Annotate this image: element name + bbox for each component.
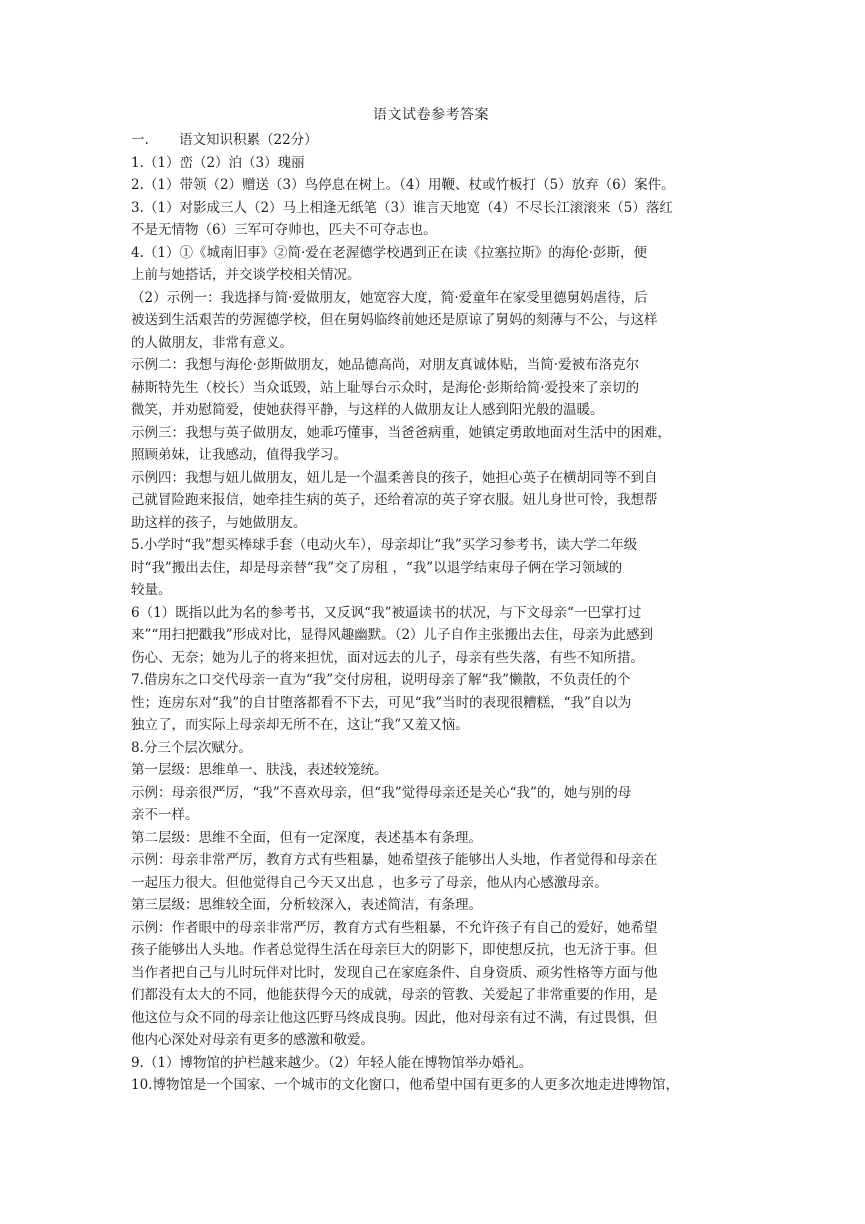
text-line: 的人做朋友，非常有意义。 [131,334,293,351]
text-line: 当作者把自己与儿时玩伴对比时，发现自己在家庭条件、自身资质、顽劣性格等方面与他 [131,964,658,981]
text-line: 10.博物馆是一个国家、一个城市的文化窗口，他希望中国有更多的人更多次地走进博物馆， [131,1077,679,1093]
text-line: 微笑，并劝慰简爱，使她获得平静，与这样的人做朋友让人感到阳光般的温暖。 [131,402,604,418]
text-line: 2.（1）带领（2）赠送（3）鸟停息在树上。（4）用鞭、杖或竹板打（5）放弃（6）案件。 [131,177,675,193]
section-heading [131,129,731,152]
text-line: 4.（1）①《城南旧事》②简·爱在老渥德学校遇到正在读《拉塞拉斯》的海伦·彭斯，便 [131,244,648,261]
text-line: 性；连房东对“我”的自甘堕落都看不下去，可见“我”当时的表现很糟糕，“我”自以为 [131,694,632,711]
text-line: 被送到生活艰苦的劳渥德学校，但在舅妈临终前她还是原谅了舅妈的刻薄与不公，与这样 [131,312,658,328]
text-line: 一起压力很大。但他觉得自己今天又出息 ，也多亏了母亲，他从内心感激母亲。 [131,874,608,891]
section-number: 一. [131,132,149,148]
text-line: 6（1）既指以此为名的参考书，又反讽“我”被逼读书的状况，与下文母亲“一巴掌打过 [131,604,642,621]
text-line: 上前与她搭话，并交谈学校相关情况。 [131,267,361,283]
text-line: 第一层级：思维单一、肤浅，表述较笼统。 [131,762,388,778]
text-line: 孩子能够出人头地。作者总觉得生活在母亲巨大的阴影下，即使想反抗，也无济于事。但 [131,942,658,958]
text-line: 独立了，而实际上母亲却无所不在，这让“我”又羞又恼。 [131,717,469,733]
text-line: 较量。 [131,582,172,598]
text-line: 助这样的孩子，与她做朋友。 [131,514,307,531]
text-line: 示例：母亲很严厉，“我”不喜欢母亲，但“我”觉得母亲还是关心“我”的，她与别的母 [131,784,632,801]
text-line: （2）示例一：我选择与简·爱做朋友，她宽容大度，简·爱童年在家受里德舅妈虐待，后 [131,289,648,306]
text-line: 亲不一样。 [131,807,199,823]
text-line: 示例四：我想与妞儿做朋友，妞儿是一个温柔善良的孩子，她担心英子在横胡同等不到自 [131,469,658,486]
text-line: 5.小学时“我”想买棒球手套（电动火车），母亲却让“我”买学习参考书，读大学二年级 [131,537,638,553]
text-line: 时“我”搬出去住，却是母亲替“我”交了房租 ，“我”以退学结束母子俩在学习领域的 [131,559,623,576]
text-line: 8.分三个层次赋分。 [131,739,252,756]
text-line: 7.借房东之口交代母亲一直为“我”交付房租，说明母亲了解“我”懒散，不负责任的个 [131,672,631,688]
text-line: 他内心深处对母亲有更多的感激和敬爱。 [131,1032,374,1048]
text-line: 第三层级：思维较全面，分析较深入，表述简洁，有条理。 [131,897,482,913]
text-line: 来”“用扫把戳我”形成对比，显得风趣幽默。（2）儿子自作主张搬出去住，母亲为此感到 [131,627,654,643]
text-line: 伤心、无奈；她为儿子的将来担忧，面对远去的儿子，母亲有些失落，有些不知所措。 [131,649,644,666]
text-line: 示例二：我想与海伦·彭斯做朋友，她品德高尚，对朋友真诚体贴，当简·爱被布洛克尔 [131,357,640,373]
text-line: 示例：母亲非常严厉，教育方式有些粗暴，她希望孩子能够出人头地，作者觉得和母亲在 [131,852,658,868]
text-line: 们都没有太大的不同，他能获得今天的成就，母亲的管教、关爱起了非常重要的作用，是 [131,987,658,1003]
text-line: 1.（1）峦（2）泊（3）瑰丽 [131,154,305,171]
text-line: 3.（1）对影成三人（2）马上相逢无纸笔（3）谁言天地宽（4）不尽长江滚滚来（5）落红 [131,199,673,216]
section-title: 语文知识积累（22分） [179,132,318,148]
page-title: 语文试卷参考答案 [373,107,489,123]
text-line: 9.（1）博物馆的护栏越来越少。（2）年轻人能在博物馆举办婚礼。 [131,1054,533,1071]
text-line: 示例三：我想与英子做朋友，她乖巧懂事，当爸爸病重，她镇定勇敢地面对生活中的困难， [131,424,671,441]
text-line: 第二层级：思维不全面，但有一定深度，表述基本有条理。 [131,829,482,846]
document-body [131,101,731,1097]
text-line: 不是无情物（6）三军可夺帅也，匹夫不可夺志也。 [131,222,437,238]
text-line: 己就冒险跑来报信，她牵挂生病的英子，还给着凉的英子穿衣服。妞儿身世可怜，我想帮 [131,492,658,508]
text-line: 赫斯特先生（校长）当众诋毁，站上耻辱台示众时，是海伦·彭斯给简·爱投来了亲切的 [131,379,640,396]
text-line: 示例：作者眼中的母亲非常严厉，教育方式有些粗暴，不允许孩子有自己的爱好，她希望 [131,919,658,936]
answer-lines [131,152,731,1097]
text-line: 照顾弟妹，让我感动，值得我学习。 [131,447,347,463]
text-line: 他这位与众不同的母亲让他这匹野马终成良驹。因此，他对母亲有过不满，有过畏惧，但 [131,1009,658,1026]
